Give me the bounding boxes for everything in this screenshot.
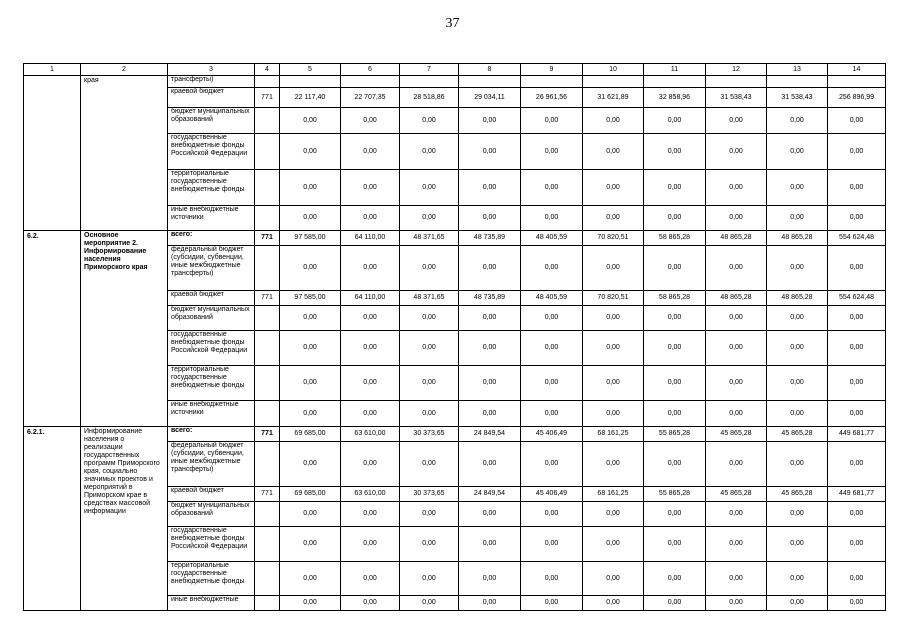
amount-cell: 0,00 xyxy=(644,246,706,291)
amount-cell: 0,00 xyxy=(400,170,459,206)
amount-cell: 0,00 xyxy=(459,562,521,596)
amount-cell: 0,00 xyxy=(644,401,706,427)
funding-source: федеральный бюджет (субсидии, субвенции, иные межбюджетные трансферты) xyxy=(168,442,255,487)
funding-source: государственные внебюджетные фонды Российской Федерации xyxy=(168,527,255,562)
amount-cell: 0,00 xyxy=(706,596,767,611)
amount-cell: 24 849,54 xyxy=(459,427,521,442)
amount-cell: 48 371,65 xyxy=(400,291,459,306)
amount-cell: 0,00 xyxy=(521,366,583,401)
budget-code xyxy=(255,108,280,134)
amount-cell: 26 961,56 xyxy=(521,88,583,108)
amount-cell: 0,00 xyxy=(706,442,767,487)
budget-code xyxy=(255,442,280,487)
amount-cell: 0,00 xyxy=(706,206,767,231)
budget-code xyxy=(255,76,280,88)
column-header-4: 4 xyxy=(255,64,280,76)
amount-cell: 0,00 xyxy=(280,306,341,331)
amount-cell: 0,00 xyxy=(583,596,644,611)
amount-cell: 0,00 xyxy=(280,246,341,291)
amount-cell: 0,00 xyxy=(521,206,583,231)
amount-cell: 0,00 xyxy=(583,331,644,366)
column-header-11: 11 xyxy=(644,64,706,76)
budget-code xyxy=(255,331,280,366)
amount-cell xyxy=(400,76,459,88)
amount-cell: 0,00 xyxy=(706,401,767,427)
amount-cell: 0,00 xyxy=(400,502,459,527)
budget-code xyxy=(255,306,280,331)
amount-cell: 0,00 xyxy=(828,108,886,134)
amount-cell: 0,00 xyxy=(521,401,583,427)
amount-cell: 58 865,28 xyxy=(644,291,706,306)
amount-cell: 0,00 xyxy=(521,134,583,170)
column-header-7: 7 xyxy=(400,64,459,76)
amount-cell: 45 865,28 xyxy=(706,427,767,442)
funding-source: краевой бюджет xyxy=(168,88,255,108)
amount-cell: 0,00 xyxy=(767,562,828,596)
amount-cell: 45 865,28 xyxy=(767,427,828,442)
amount-cell: 0,00 xyxy=(280,401,341,427)
amount-cell: 0,00 xyxy=(400,562,459,596)
funding-source: государственные внебюджетные фонды Российской Федерации xyxy=(168,331,255,366)
funding-source: всего: xyxy=(168,231,255,246)
amount-cell: 0,00 xyxy=(341,442,400,487)
column-header-6: 6 xyxy=(341,64,400,76)
amount-cell: 0,00 xyxy=(767,108,828,134)
amount-cell: 0,00 xyxy=(583,366,644,401)
amount-cell: 0,00 xyxy=(400,527,459,562)
amount-cell: 0,00 xyxy=(828,331,886,366)
amount-cell: 0,00 xyxy=(767,366,828,401)
amount-cell: 0,00 xyxy=(341,596,400,611)
amount-cell: 0,00 xyxy=(280,502,341,527)
amount-cell: 0,00 xyxy=(644,442,706,487)
amount-cell: 0,00 xyxy=(280,366,341,401)
funding-source: краевой бюджет xyxy=(168,291,255,306)
amount-cell: 0,00 xyxy=(521,331,583,366)
funding-source: бюджет муниципальных образований xyxy=(168,306,255,331)
amount-cell: 0,00 xyxy=(341,170,400,206)
column-header-13: 13 xyxy=(767,64,828,76)
amount-cell: 0,00 xyxy=(400,366,459,401)
budget-code xyxy=(255,206,280,231)
amount-cell: 0,00 xyxy=(341,562,400,596)
budget-code xyxy=(255,170,280,206)
amount-cell: 0,00 xyxy=(828,442,886,487)
amount-cell: 30 373,65 xyxy=(400,487,459,502)
funding-source: федеральный бюджет (субсидии, субвенции, иные межбюджетные трансферты) xyxy=(168,246,255,291)
amount-cell: 48 865,28 xyxy=(706,291,767,306)
amount-cell: 31 538,43 xyxy=(767,88,828,108)
column-header-10: 10 xyxy=(583,64,644,76)
funding-source: бюджет муниципальных образований xyxy=(168,108,255,134)
amount-cell: 0,00 xyxy=(521,442,583,487)
amount-cell: 0,00 xyxy=(828,206,886,231)
column-header-8: 8 xyxy=(459,64,521,76)
amount-cell: 63 610,00 xyxy=(341,487,400,502)
amount-cell: 0,00 xyxy=(400,306,459,331)
amount-cell: 48 735,89 xyxy=(459,231,521,246)
amount-cell: 0,00 xyxy=(400,108,459,134)
amount-cell xyxy=(341,76,400,88)
amount-cell: 45 865,28 xyxy=(706,487,767,502)
amount-cell: 0,00 xyxy=(400,246,459,291)
header-row xyxy=(24,64,886,76)
amount-cell: 0,00 xyxy=(400,442,459,487)
amount-cell: 97 585,00 xyxy=(280,291,341,306)
budget-code xyxy=(255,502,280,527)
amount-cell: 0,00 xyxy=(280,527,341,562)
amount-cell: 0,00 xyxy=(400,331,459,366)
amount-cell: 0,00 xyxy=(459,134,521,170)
funding-source: государственные внебюджетные фонды Российской Федерации xyxy=(168,134,255,170)
amount-cell: 0,00 xyxy=(644,306,706,331)
amount-cell: 45 406,49 xyxy=(521,427,583,442)
amount-cell: 22 707,35 xyxy=(341,88,400,108)
amount-cell: 48 405,59 xyxy=(521,291,583,306)
amount-cell: 0,00 xyxy=(459,246,521,291)
amount-cell: 70 820,51 xyxy=(583,291,644,306)
budget-code xyxy=(255,527,280,562)
budget-code xyxy=(255,366,280,401)
amount-cell: 554 624,48 xyxy=(828,291,886,306)
column-header-2: 2 xyxy=(81,64,168,76)
amount-cell: 55 865,28 xyxy=(644,427,706,442)
amount-cell: 0,00 xyxy=(583,108,644,134)
amount-cell: 64 110,00 xyxy=(341,291,400,306)
amount-cell: 0,00 xyxy=(828,596,886,611)
amount-cell: 0,00 xyxy=(828,170,886,206)
budget-code: 771 xyxy=(255,427,280,442)
amount-cell: 0,00 xyxy=(828,306,886,331)
amount-cell: 0,00 xyxy=(459,206,521,231)
item-name: Основное мероприятие 2. Информирование населения Приморского края xyxy=(81,231,168,427)
amount-cell xyxy=(706,76,767,88)
amount-cell: 0,00 xyxy=(644,206,706,231)
amount-cell: 0,00 xyxy=(459,170,521,206)
amount-cell: 0,00 xyxy=(583,134,644,170)
amount-cell: 31 621,89 xyxy=(583,88,644,108)
amount-cell: 0,00 xyxy=(644,134,706,170)
amount-cell: 0,00 xyxy=(280,108,341,134)
amount-cell: 0,00 xyxy=(644,527,706,562)
amount-cell: 0,00 xyxy=(828,527,886,562)
amount-cell: 0,00 xyxy=(400,401,459,427)
amount-cell: 0,00 xyxy=(459,366,521,401)
amount-cell: 0,00 xyxy=(767,206,828,231)
amount-cell: 0,00 xyxy=(341,331,400,366)
funding-source: территориальные государственные внебюджетные фонды xyxy=(168,562,255,596)
amount-cell: 0,00 xyxy=(644,596,706,611)
amount-cell: 0,00 xyxy=(767,134,828,170)
amount-cell: 0,00 xyxy=(706,366,767,401)
budget-code xyxy=(255,596,280,611)
page-number: 37 xyxy=(445,16,460,31)
funding-source: иные внебюджетные источники xyxy=(168,206,255,231)
funding-source: иные внебюджетные источники xyxy=(168,401,255,427)
amount-cell: 0,00 xyxy=(583,442,644,487)
funding-source: трансферты) xyxy=(168,76,255,88)
amount-cell: 0,00 xyxy=(583,246,644,291)
amount-cell: 449 681,77 xyxy=(828,427,886,442)
amount-cell: 45 865,28 xyxy=(767,487,828,502)
amount-cell: 0,00 xyxy=(706,502,767,527)
amount-cell: 29 034,11 xyxy=(459,88,521,108)
amount-cell: 58 865,28 xyxy=(644,231,706,246)
amount-cell: 0,00 xyxy=(521,502,583,527)
amount-cell: 0,00 xyxy=(828,134,886,170)
amount-cell: 0,00 xyxy=(280,596,341,611)
amount-cell: 0,00 xyxy=(767,527,828,562)
amount-cell: 68 161,25 xyxy=(583,427,644,442)
amount-cell: 28 518,86 xyxy=(400,88,459,108)
amount-cell: 0,00 xyxy=(341,206,400,231)
amount-cell: 0,00 xyxy=(459,108,521,134)
item-code: 6.2.1. xyxy=(24,427,81,611)
amount-cell: 0,00 xyxy=(341,502,400,527)
amount-cell: 0,00 xyxy=(583,401,644,427)
amount-cell xyxy=(521,76,583,88)
amount-cell: 0,00 xyxy=(706,246,767,291)
amount-cell: 55 865,28 xyxy=(644,487,706,502)
amount-cell: 24 849,54 xyxy=(459,487,521,502)
amount-cell: 0,00 xyxy=(828,502,886,527)
column-header-12: 12 xyxy=(706,64,767,76)
funding-source: иные внебюджетные xyxy=(168,596,255,611)
column-header-9: 9 xyxy=(521,64,583,76)
funding-source: краевой бюджет xyxy=(168,487,255,502)
amount-cell: 0,00 xyxy=(280,206,341,231)
budget-code xyxy=(255,562,280,596)
amount-cell: 0,00 xyxy=(280,170,341,206)
item-code: 6.2. xyxy=(24,231,81,427)
funding-source: всего: xyxy=(168,427,255,442)
amount-cell: 68 161,25 xyxy=(583,487,644,502)
amount-cell: 0,00 xyxy=(583,502,644,527)
amount-cell: 0,00 xyxy=(400,206,459,231)
amount-cell: 0,00 xyxy=(644,502,706,527)
column-header-14: 14 xyxy=(828,64,886,76)
amount-cell: 0,00 xyxy=(706,331,767,366)
amount-cell: 0,00 xyxy=(341,246,400,291)
amount-cell: 0,00 xyxy=(341,306,400,331)
table-row xyxy=(24,231,886,246)
amount-cell xyxy=(767,76,828,88)
table-row xyxy=(24,427,886,442)
amount-cell: 69 685,00 xyxy=(280,427,341,442)
column-header-1: 1 xyxy=(24,64,81,76)
amount-cell: 31 538,43 xyxy=(706,88,767,108)
amount-cell: 0,00 xyxy=(341,108,400,134)
funding-source: территориальные государственные внебюджетные фонды xyxy=(168,170,255,206)
amount-cell: 0,00 xyxy=(767,502,828,527)
amount-cell: 0,00 xyxy=(583,527,644,562)
amount-cell: 0,00 xyxy=(828,401,886,427)
amount-cell: 48 371,65 xyxy=(400,231,459,246)
amount-cell: 0,00 xyxy=(767,331,828,366)
amount-cell: 0,00 xyxy=(459,442,521,487)
amount-cell: 0,00 xyxy=(459,527,521,562)
amount-cell: 0,00 xyxy=(644,366,706,401)
amount-cell: 0,00 xyxy=(521,562,583,596)
amount-cell: 0,00 xyxy=(459,596,521,611)
amount-cell: 0,00 xyxy=(767,401,828,427)
amount-cell: 0,00 xyxy=(644,170,706,206)
item-name: Информирование населения о реализации государственных программ Приморского края, социально значимых проектов и мероприятий в Приморском крае в средствах массовой информации xyxy=(81,427,168,611)
amount-cell: 0,00 xyxy=(767,442,828,487)
amount-cell: 48 735,89 xyxy=(459,291,521,306)
amount-cell: 0,00 xyxy=(583,562,644,596)
amount-cell: 0,00 xyxy=(280,562,341,596)
amount-cell: 48 865,28 xyxy=(767,231,828,246)
amount-cell: 0,00 xyxy=(521,306,583,331)
amount-cell: 0,00 xyxy=(644,562,706,596)
amount-cell: 69 685,00 xyxy=(280,487,341,502)
amount-cell: 0,00 xyxy=(521,527,583,562)
amount-cell: 0,00 xyxy=(706,134,767,170)
table-row xyxy=(24,76,886,88)
amount-cell: 0,00 xyxy=(521,170,583,206)
amount-cell: 0,00 xyxy=(706,306,767,331)
amount-cell: 0,00 xyxy=(521,596,583,611)
amount-cell: 0,00 xyxy=(280,442,341,487)
budget-code: 771 xyxy=(255,88,280,108)
column-header-5: 5 xyxy=(280,64,341,76)
amount-cell: 0,00 xyxy=(280,134,341,170)
amount-cell: 554 624,48 xyxy=(828,231,886,246)
amount-cell: 0,00 xyxy=(828,366,886,401)
amount-cell: 0,00 xyxy=(706,562,767,596)
amount-cell: 0,00 xyxy=(400,134,459,170)
amount-cell xyxy=(459,76,521,88)
amount-cell: 0,00 xyxy=(583,306,644,331)
amount-cell: 0,00 xyxy=(583,170,644,206)
amount-cell: 64 110,00 xyxy=(341,231,400,246)
amount-cell xyxy=(644,76,706,88)
amount-cell: 0,00 xyxy=(644,331,706,366)
amount-cell: 0,00 xyxy=(828,562,886,596)
amount-cell: 0,00 xyxy=(767,170,828,206)
budget-code: 771 xyxy=(255,487,280,502)
amount-cell: 0,00 xyxy=(521,108,583,134)
amount-cell: 48 405,59 xyxy=(521,231,583,246)
item-name: края xyxy=(81,76,168,231)
amount-cell: 0,00 xyxy=(828,246,886,291)
amount-cell xyxy=(828,76,886,88)
amount-cell: 0,00 xyxy=(400,596,459,611)
amount-cell xyxy=(583,76,644,88)
item-code xyxy=(24,76,81,231)
amount-cell: 0,00 xyxy=(644,108,706,134)
amount-cell: 0,00 xyxy=(341,366,400,401)
amount-cell: 30 373,65 xyxy=(400,427,459,442)
amount-cell: 0,00 xyxy=(280,331,341,366)
amount-cell: 45 406,49 xyxy=(521,487,583,502)
budget-table xyxy=(23,63,886,611)
amount-cell: 0,00 xyxy=(459,331,521,366)
funding-source: бюджет муниципальных образований xyxy=(168,502,255,527)
amount-cell xyxy=(280,76,341,88)
column-header-3: 3 xyxy=(168,64,255,76)
amount-cell: 70 820,51 xyxy=(583,231,644,246)
budget-code xyxy=(255,134,280,170)
budget-code xyxy=(255,246,280,291)
amount-cell: 449 681,77 xyxy=(828,487,886,502)
amount-cell: 97 585,00 xyxy=(280,231,341,246)
budget-code: 771 xyxy=(255,291,280,306)
amount-cell: 48 865,28 xyxy=(767,291,828,306)
amount-cell: 0,00 xyxy=(341,401,400,427)
amount-cell: 63 610,00 xyxy=(341,427,400,442)
budget-code xyxy=(255,401,280,427)
amount-cell: 0,00 xyxy=(459,502,521,527)
amount-cell: 0,00 xyxy=(706,527,767,562)
funding-source: территориальные государственные внебюджетные фонды xyxy=(168,366,255,401)
amount-cell: 48 865,28 xyxy=(706,231,767,246)
amount-cell: 0,00 xyxy=(341,134,400,170)
amount-cell: 0,00 xyxy=(521,246,583,291)
amount-cell: 0,00 xyxy=(767,306,828,331)
amount-cell: 22 117,40 xyxy=(280,88,341,108)
amount-cell: 0,00 xyxy=(706,108,767,134)
amount-cell: 0,00 xyxy=(767,596,828,611)
amount-cell: 256 896,99 xyxy=(828,88,886,108)
amount-cell: 32 858,96 xyxy=(644,88,706,108)
amount-cell: 0,00 xyxy=(706,170,767,206)
budget-code: 771 xyxy=(255,231,280,246)
amount-cell: 0,00 xyxy=(767,246,828,291)
amount-cell: 0,00 xyxy=(341,527,400,562)
amount-cell: 0,00 xyxy=(459,306,521,331)
amount-cell: 0,00 xyxy=(459,401,521,427)
amount-cell: 0,00 xyxy=(583,206,644,231)
